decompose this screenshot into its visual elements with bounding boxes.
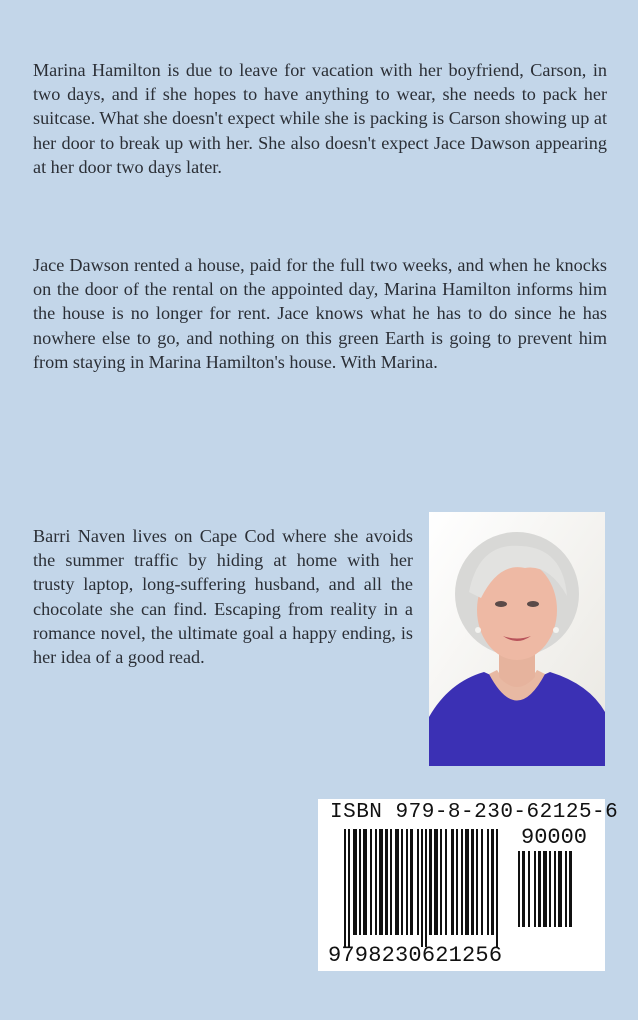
author-photo <box>429 512 605 766</box>
barcode-bar <box>534 851 536 927</box>
barcode-bar <box>421 829 423 947</box>
barcode-bar <box>425 829 427 947</box>
barcode-bar <box>543 851 547 927</box>
barcode-bar <box>456 829 458 935</box>
blurb-paragraph-1: Marina Hamilton is due to leave for vacation with her boyfriend, Carson, in two days, and if she hopes to have anything to wear, she needs to pack her suitcase. What she doesn't expect while she is packing is Carson showing up at her door to break up with her. She also doesn't expect Jace Dawson appearing at her door two days later. <box>33 60 607 177</box>
barcode-bar <box>379 829 383 935</box>
isbn-barcode <box>318 799 619 971</box>
barcode-bar <box>476 829 478 935</box>
author-portrait-illustration <box>429 512 605 766</box>
barcode-bar <box>417 829 419 935</box>
barcode-bar <box>549 851 551 927</box>
barcode-bar <box>565 851 567 927</box>
barcode-bar <box>538 851 541 927</box>
ean-digits: 9798230621256 <box>328 943 503 968</box>
barcode-bar <box>353 829 357 935</box>
barcode-bar <box>434 829 438 935</box>
barcode-bar <box>348 829 350 947</box>
barcode-bar <box>491 829 494 935</box>
ean-barcode-bars <box>344 829 512 947</box>
barcode-bar <box>451 829 454 935</box>
barcode-bar <box>522 851 525 927</box>
barcode-bar <box>569 851 572 927</box>
barcode-bar <box>375 829 377 935</box>
barcode-bar <box>528 851 530 927</box>
barcode-bar <box>558 851 562 927</box>
barcode-bar <box>487 829 489 935</box>
barcode-bar <box>370 829 372 935</box>
barcode-bar <box>481 829 483 935</box>
barcode-bar <box>395 829 399 935</box>
barcode-bar <box>429 829 432 935</box>
barcode-bar <box>445 829 447 935</box>
barcode-bar <box>401 829 403 935</box>
barcode-bar <box>344 829 346 947</box>
barcode-bar <box>390 829 392 935</box>
barcode-bar <box>359 829 361 935</box>
barcode-bar <box>406 829 408 935</box>
blurb-paragraph-2: Jace Dawson rented a house, paid for the full two weeks, and when he knocks on the door of the rental on the appointed day, Marina Hamilton informs him the house is no longer for rent. Jace knows what he has to do since he has nowhere else to go, and nothing on this green Earth is going to prevent him from staying in Marina Hamilton's house. With Marina. <box>33 255 607 372</box>
barcode-bar <box>465 829 469 935</box>
barcode-bar <box>496 829 498 947</box>
barcode-bar <box>554 851 556 927</box>
barcode-bar <box>471 829 474 935</box>
barcode-bar <box>461 829 463 935</box>
isbn-label: ISBN 979-8-230-62125-6 <box>330 801 619 824</box>
author-bio: Barri Naven lives on Cape Cod where she avoids the summer traffic by hiding at home with her trusty laptop, long-suffering husband, and all the chocolate she can find. Escaping from reality in a romance novel, the ultimate goal a happy ending, is her idea of a good read. <box>33 526 413 668</box>
barcode-bar <box>518 851 520 927</box>
barcode-bar <box>440 829 442 935</box>
barcode-bar <box>363 829 367 935</box>
barcode-bar <box>410 829 413 935</box>
price-code: 90000 <box>521 825 588 850</box>
addon-barcode-bars <box>518 851 592 939</box>
barcode-bar <box>385 829 388 935</box>
